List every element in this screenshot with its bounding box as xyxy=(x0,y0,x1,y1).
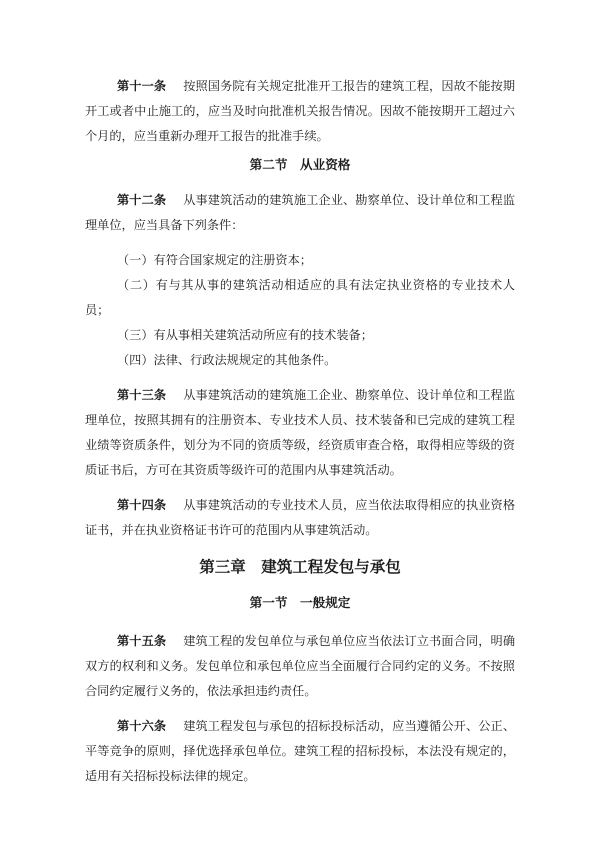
article-number: 第十五条 xyxy=(117,634,167,648)
condition-list xyxy=(85,248,515,373)
article-paragraph-11 xyxy=(85,74,515,149)
article-number: 第十四条 xyxy=(117,498,167,512)
section-heading-1: 第一节 一般规定 xyxy=(249,596,351,610)
list-item: （四）法律、行政法规规定的其他条件。 xyxy=(117,353,337,367)
article-text: 建筑工程发包与承包的招标投标活动，应当遵循公开、公正、平等竞争的原则，择优选择承包单位。建筑工程的招标投标，本法没有规定的，适用有关招标投标法律的规定。 xyxy=(85,719,516,783)
article-number: 第十一条 xyxy=(117,79,167,93)
article-paragraph-13 xyxy=(85,383,515,483)
article-paragraph-15 xyxy=(85,629,515,704)
article-text: 从事建筑活动的建筑施工企业、勘察单位、设计单位和工程监理单位，应当具备下列条件： xyxy=(85,193,516,232)
article-text: 按照国务院有关规定批准开工报告的建筑工程，因故不能按期开工或者中止施工的，应当及时向批准机关报告情况。因故不能按期开工超过六个月的，应当重新办理开工报告的批准手续。 xyxy=(85,79,516,143)
article-text: 建筑工程的发包单位与承包单位应当依法订立书面合同，明确双方的权利和义务。发包单位和承包单位应当全面履行合同约定的义务。不按照合同约定履行义务的，依法承担违约责任。 xyxy=(85,634,516,698)
chapter-heading-3: 第三章 建筑工程发包与承包 xyxy=(199,559,401,576)
article-number: 第十三条 xyxy=(117,388,167,402)
list-item: （三）有从事相关建筑活动所应有的技术装备； xyxy=(117,328,373,342)
article-text: 从事建筑活动的专业技术人员，应当依法取得相应的执业资格证书，并在执业资格证书许可的范围内从事建筑活动。 xyxy=(85,498,516,537)
article-number: 第十二条 xyxy=(117,193,167,207)
list-item: （二）有与其从事的建筑活动相适应的具有法定执业资格的专业技术人员； xyxy=(85,278,515,317)
section-heading-2: 第二节 从业资格 xyxy=(249,158,351,172)
article-text: 从事建筑活动的建筑施工企业、勘察单位、设计单位和工程监理单位，按照其拥有的注册资本、专业技术人员、技术装备和已完成的建筑工程业绩等资质条件，划分为不同的资质等级，经资质审查合格，取得相应等级的资质证书后，方可在其资质等级许可的范围内从事建筑活动。 xyxy=(85,388,516,477)
article-paragraph-14 xyxy=(85,493,515,543)
article-paragraph-12 xyxy=(85,188,515,238)
article-paragraph-16 xyxy=(85,714,515,789)
article-number: 第十六条 xyxy=(117,719,167,733)
list-item: （一）有符合国家规定的注册资本； xyxy=(117,253,312,267)
